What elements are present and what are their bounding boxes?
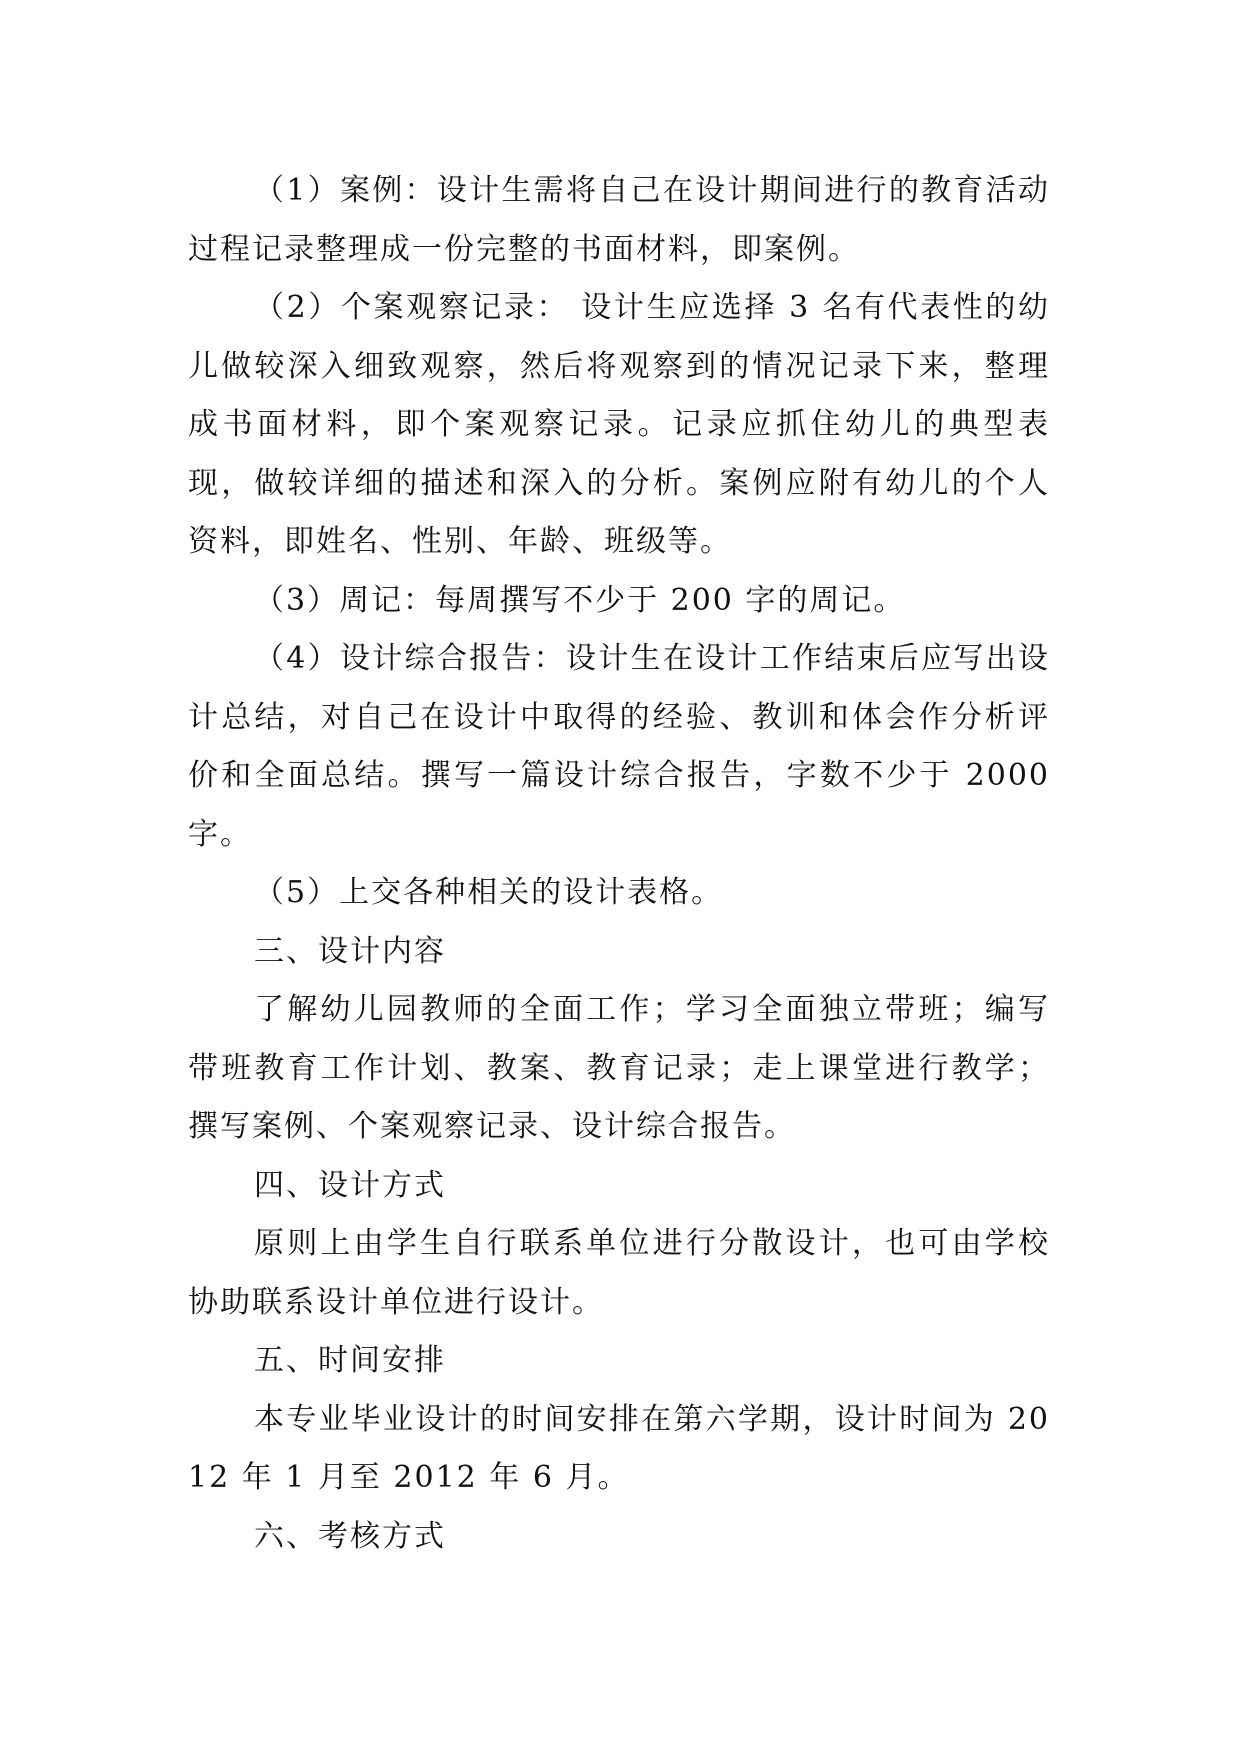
section-heading-content: 三、设计内容 (254, 933, 446, 969)
document-body (188, 162, 1050, 1566)
paragraph-weekly-journal: （3）周记：每周撰写不少于 200 字的周记。 (254, 582, 906, 618)
section-heading-method: 四、设计方式 (254, 1167, 446, 1203)
paragraph-submit-forms: （5）上交各种相关的设计表格。 (254, 875, 724, 910)
paragraph-method: 原则上由学生自行联系单位进行分散设计，也可由学校协助联系设计单位进行设计。 (188, 1226, 1050, 1320)
paragraph-comprehensive-report: （4）设计综合报告：设计生在设计工作结束后应写出设计总结，对自己在设计中取得的经验、教训和体会作分析评价和全面总结。撰写一篇设计综合报告，字数不少于 2000 字。 (188, 641, 1050, 852)
section-heading-assessment: 六、考核方式 (254, 1518, 446, 1554)
paragraph-case: （1）案例：设计生需将自己在设计期间进行的教育活动过程记录整理成一份完整的书面材料，即案例。 (188, 173, 1050, 267)
paragraph-individual-observation: （2）个案观察记录： 设计生应选择 3 名有代表性的幼儿做较深入细致观察，然后将观察到的情况记录下来，整理成书面材料，即个案观察记录。记录应抓住幼儿的典型表现，做较详细的描述和深入的分析。案例应附有幼儿的个人资料，即姓名、性别、年龄、班级等。 (188, 290, 1050, 559)
section-heading-schedule: 五、时间安排 (254, 1343, 446, 1378)
paragraph-content: 了解幼儿园教师的全面工作；学习全面独立带班；编写带班教育工作计划、教案、教育记录；走上课堂进行教学；撰写案例、个案观察记录、设计综合报告。 (188, 992, 1050, 1144)
paragraph-schedule: 本专业毕业设计的时间安排在第六学期，设计时间为 2012 年 1 月至 2012 年 6 月。 (188, 1401, 1050, 1495)
